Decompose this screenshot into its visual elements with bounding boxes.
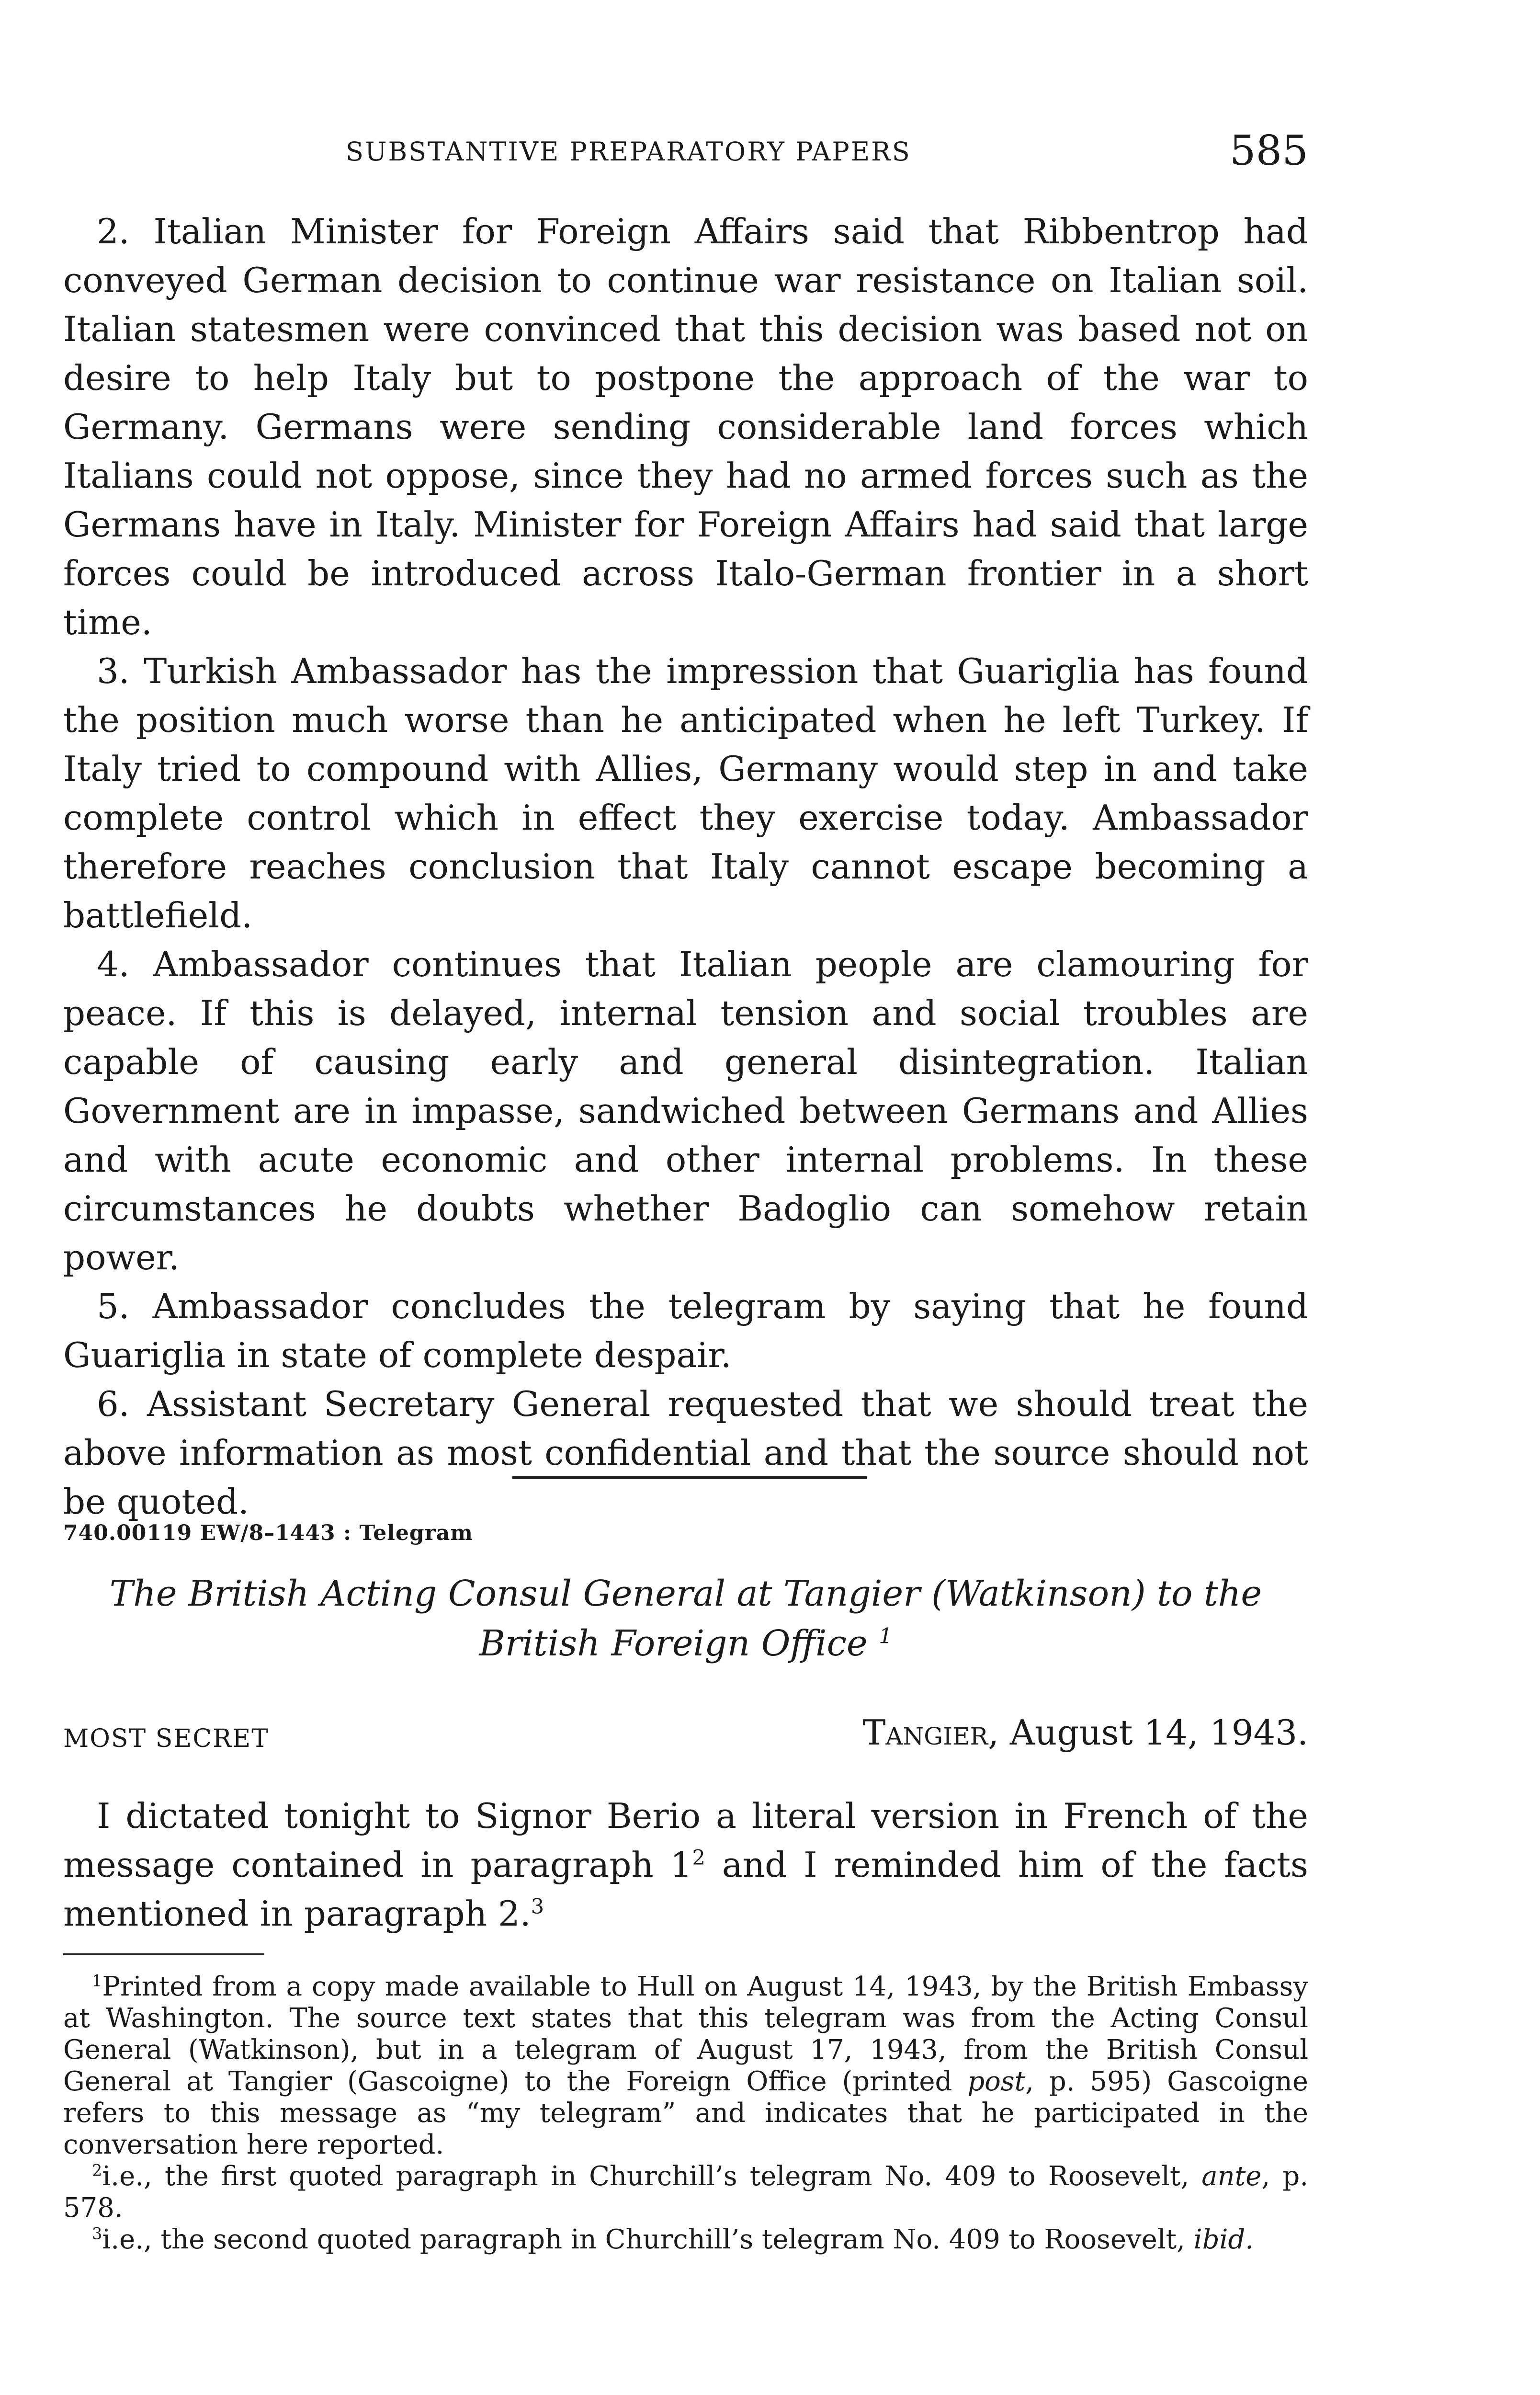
footnote-1-text-a: Printed from a copy made available to Hull on August 14, 1943, by the British Embassy at Washington. The source text states that this telegram was from the Acting Consul General (Watkinson), but in a telegram of August 17, 1943, from the British Consul General at Tangier (Gascoigne) to the Foreign Office (printed (63, 1971, 1308, 2097)
footnote-3 (63, 2224, 1308, 2256)
telegram-body-part1: I dictated tonight to Signor Berio a literal version in French of the message contained in paragraph 1 (63, 1796, 1308, 1885)
footnote-2-italic: ante (1201, 2161, 1262, 2192)
footnote-3-italic: ibid. (1193, 2224, 1254, 2255)
date-text: August 14, 1943. (1009, 1712, 1308, 1753)
footnote-1-italic: post (967, 2066, 1026, 2097)
footnote-mark-2: 2 (692, 1846, 705, 1870)
telegram-body-part2: and I reminded him of the facts mentioned in paragraph 2. (63, 1845, 1309, 1934)
paragraph-6: 6. Assistant Secretary General requested that we should treat the above information as most confidential and that the source should not be quoted. (63, 1384, 1308, 1522)
footnotes (63, 1971, 1308, 2256)
footnote-mark-3: 3 (531, 1895, 544, 1919)
footnote-1-mark: 1 (92, 1971, 102, 1990)
telegram-body (63, 1791, 1308, 1938)
running-head: SUBSTANTIVE PREPARATORY PAPERS (346, 137, 911, 167)
footnote-3-mark: 3 (92, 2224, 102, 2243)
place-name: Tangier, (862, 1712, 999, 1753)
footnote-1 (63, 1971, 1308, 2161)
place-date-line (862, 1712, 1308, 1753)
footnote-2-text-b: , p. 578. (63, 2161, 1308, 2224)
footnote-mark-1: 1 (879, 1624, 893, 1649)
paragraph-4: 4. Ambassador continues that Italian people are clamouring for peace. If this is delayed, internal tension and social troubles are capable of causing early and general disintegration. Italian Government are in impasse, sandwiched between Germans and Allies and with acute economic and other internal problems. In these circumstances he doubts whether Badoglio can somehow retain power. (63, 944, 1308, 1277)
section-divider (512, 1476, 867, 1479)
footnote-2-mark: 2 (92, 2161, 102, 2180)
page-header (63, 127, 1308, 184)
document-reference: 740.00119 EW/8–1443 : Telegram (63, 1521, 473, 1545)
document-title-text: The British Acting Consul General at Tangier (Watkinson) to the British Foreign Office (109, 1573, 1262, 1664)
body-text-telegram (63, 1791, 1308, 1938)
footnote-1-text-b: , p. 595) Gascoigne refers to this message as “my telegram” and indicates that he participated in the conversation here reported. (63, 2066, 1308, 2160)
footnote-3-text-a: i.e., the second quoted paragraph in Churchill’s telegram No. 409 to Roosevelt, (102, 2224, 1194, 2255)
footnote-divider (63, 1953, 264, 1955)
body-text-top (63, 207, 1308, 1526)
paragraph-2: 2. Italian Minister for Foreign Affairs said that Ribbentrop had conveyed German decision to continue war resistance on Italian soil. Italian statesmen were convinced that this decision was based not on desire to help Italy but to postpone the approach of the war to Germany. Germans were sending considerable land forces which Italians could not oppose, since they had no armed forces such as the Germans have in Italy. Minister for Foreign Affairs had said that large forces could be introduced across Italo-German frontier in a short time. (63, 211, 1308, 642)
classification-label: MOST SECRET (63, 1724, 269, 1753)
paragraph-3: 3. Turkish Ambassador has the impression that Guariglia has found the position much worse than he anticipated when he left Turkey. If Italy tried to compound with Allies, Germany would step in and take complete control which in effect they exercise today. Ambassador therefore reaches conclusion that Italy cannot escape becoming a battlefield. (63, 651, 1308, 935)
page-number: 585 (1229, 127, 1308, 175)
document-title (63, 1569, 1308, 1668)
footnote-2 (63, 2161, 1308, 2224)
paragraph-5: 5. Ambassador concludes the telegram by saying that he found Guariglia in state of complete despair. (63, 1286, 1308, 1375)
footnote-2-text-a: i.e., the first quoted paragraph in Churchill’s telegram No. 409 to Roosevelt, (102, 2161, 1202, 2192)
